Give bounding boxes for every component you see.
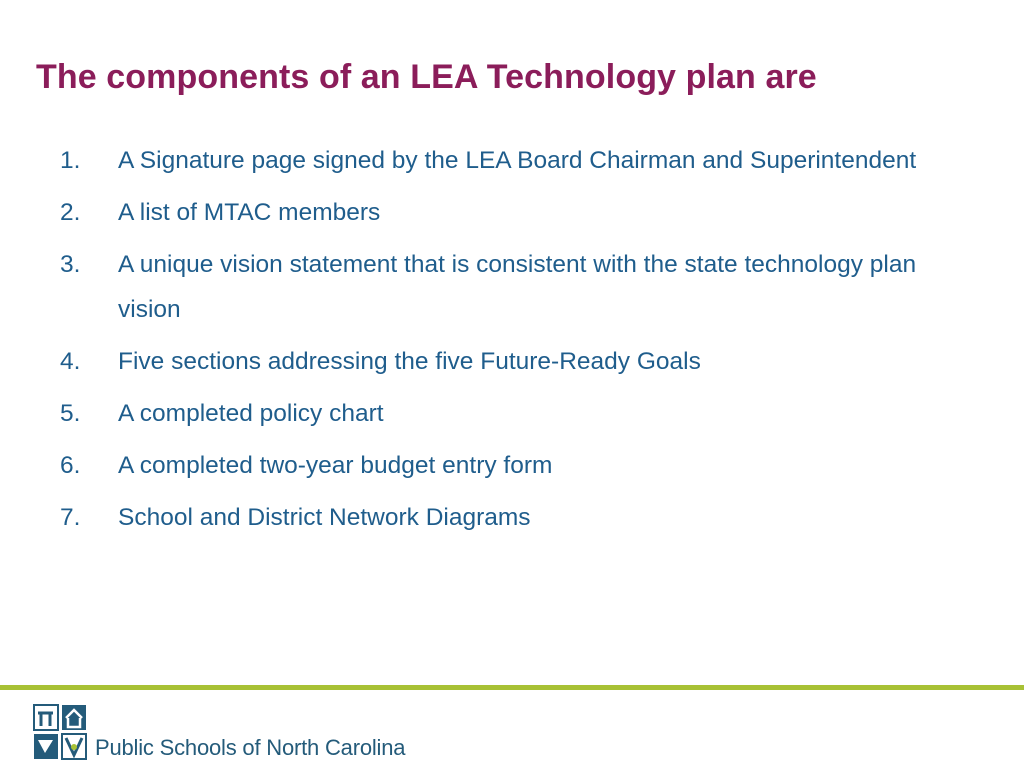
footer-divider: [0, 685, 1024, 690]
list-item-number: 2.: [60, 199, 81, 226]
component-list: [60, 138, 960, 547]
page-title: The components of an LEA Technology plan are: [36, 58, 817, 96]
list-item-text: A unique vision statement that is consistent with the state technology plan vision: [118, 251, 917, 323]
list-item-number: 7.: [60, 504, 81, 531]
list-item: [60, 339, 960, 384]
list-item: [60, 138, 960, 183]
list-item: [60, 391, 960, 436]
list-item-number: 3.: [60, 251, 81, 278]
list-item-number: 5.: [60, 400, 81, 427]
list-item-text: A completed two-year budget entry form: [118, 452, 553, 479]
list-item: [60, 443, 960, 488]
list-item-text: Five sections addressing the five Future-Ready Goals: [118, 348, 701, 375]
organization-name: Public Schools of North Carolina: [95, 735, 406, 760]
list-item: [60, 495, 960, 540]
list-item-number: 6.: [60, 452, 81, 479]
list-item-text: School and District Network Diagrams: [118, 504, 531, 531]
list-item-text: A list of MTAC members: [118, 199, 381, 226]
list-item: [60, 190, 960, 235]
state-seal-icon: [33, 704, 87, 760]
list-item-number: 4.: [60, 348, 81, 375]
list-item: [60, 242, 960, 332]
list-item-text: A Signature page signed by the LEA Board Chairman and Superintendent: [118, 147, 917, 174]
list-item-number: 1.: [60, 147, 81, 174]
list-item-text: A completed policy chart: [118, 400, 384, 427]
